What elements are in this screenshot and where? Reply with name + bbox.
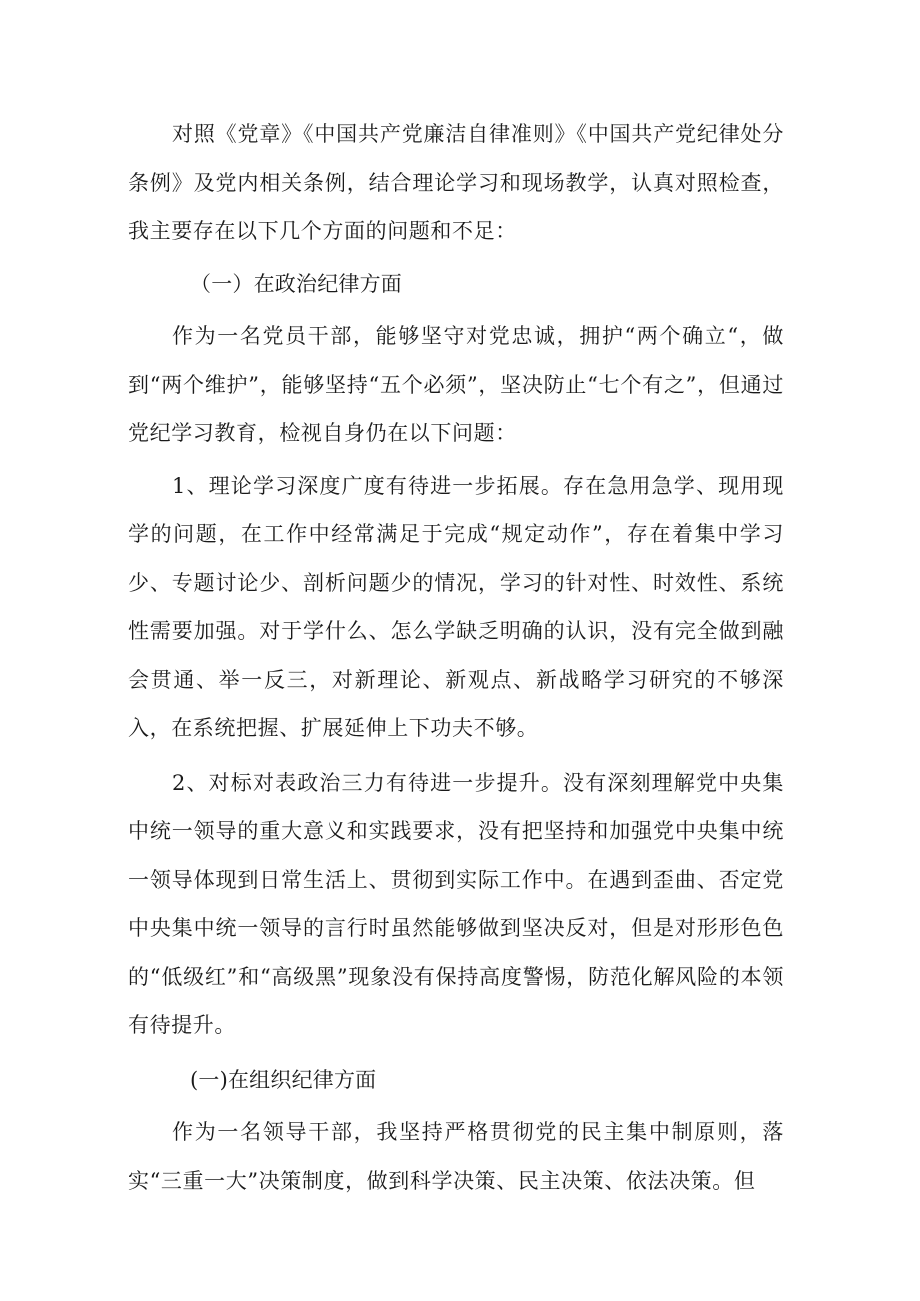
document-body — [128, 110, 784, 1205]
issue-item-2-paragraph: 2、对标对表政治三力有待进一步提升。没有深刻理解党中央集中统一领导的重大意义和实践要求，没有把坚持和加强党中央集中统一领导体现到日常生活上、贯彻到实际工作中。在遇到歪曲、否定党中央集中统一领导的言行时虽然能够做到坚决反对，但是对形形色色的“低级红”和“高级黑”现象没有保持高度警惕，防范化解风险的本领有待提升。 — [128, 770, 784, 1037]
section-political-discipline-heading: （一）在政治纪律方面 — [190, 271, 402, 296]
issue-item-1-paragraph: 1、理论学习深度广度有待进一步拓展。存在急用急学、现用现学的问题，在工作中经常满足于完成“规定动作”，存在着集中学习少、专题讨论少、剖析问题少的情况，学习的针对性、时效性、系统性需要加强。对于学什么、怎么学缺乏明确的认识，没有完全做到融会贯通、举一反三，对新理论、新观点、新战略学习研究的不够深入，在系统把握、扩展延伸上下功夫不够。 — [128, 473, 784, 740]
intro-paragraph: 对照《党章》《中国共产党廉洁自律准则》《中国共产党纪律处分条例》及党内相关条例，结合理论学习和现场教学，认真对照检查，我主要存在以下几个方面的问题和不足： — [128, 122, 784, 243]
section-organizational-discipline-heading: (一)在组织纪律方面 — [190, 1067, 377, 1092]
section-political-discipline-paragraph: 作为一名党员干部，能够坚守对党忠诚，拥护“两个确立“，做到“两个维护”，能够坚持“五个必须”，坚决防止“七个有之”，但通过党纪学习教育，检视自身仍在以下问题： — [128, 324, 784, 445]
section-organizational-discipline-paragraph: 作为一名领导干部，我坚持严格贯彻党的民主集中制原则，落实“三重一大”决策制度，做到科学决策、民主决策、依法决策。但 — [128, 1120, 784, 1193]
